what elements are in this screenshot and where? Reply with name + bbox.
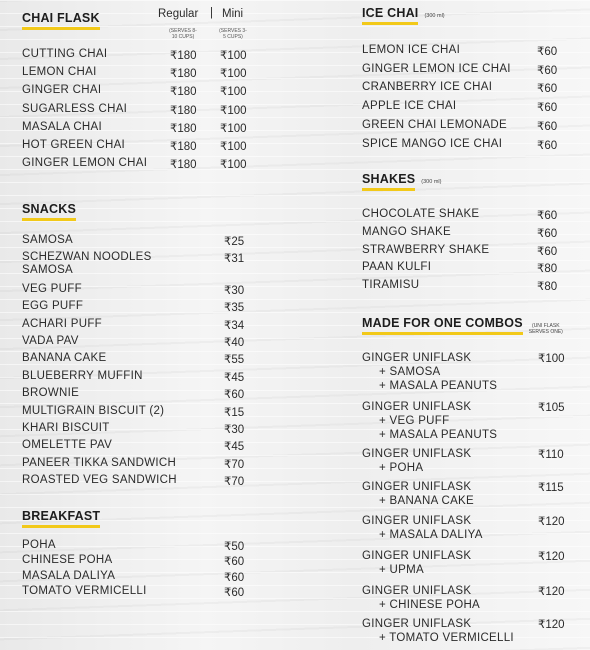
combo-price: ₹110	[538, 449, 564, 461]
menu-item-name	[22, 457, 176, 470]
mini-price: ₹100	[220, 86, 247, 99]
menu-item-price: ₹60	[537, 227, 558, 240]
menu-item-price: ₹80	[537, 263, 558, 276]
menu-item-name: LEMON CHAI	[22, 66, 97, 79]
combo-price: ₹100	[538, 353, 565, 365]
combo-line: GINGER UNIFLASK	[362, 401, 472, 413]
menu-item-name	[22, 251, 152, 277]
menu-item-name: SUGARLESS CHAI	[22, 102, 128, 115]
menu-item-name-line: VADA PAV	[22, 335, 79, 347]
snacks-section	[22, 200, 76, 219]
menu-item-price: ₹40	[224, 337, 245, 349]
menu-item-price: ₹30	[224, 424, 245, 436]
combo-line: + MASALA DALIYA	[379, 529, 483, 541]
col-header-regular: Regular	[158, 8, 199, 20]
menu-item-name	[22, 352, 106, 365]
regular-price: ₹180	[170, 86, 197, 99]
menu-item-name-line: GINGER LEMON ICE CHAI	[362, 62, 511, 75]
menu-item-name	[362, 100, 456, 113]
combo-line: + VEG PUFF	[379, 415, 450, 427]
combos-section	[362, 316, 590, 335]
menu-item-price: ₹60	[537, 245, 558, 258]
menu-item-price: ₹34	[224, 319, 245, 332]
menu-item-name-line: VEG PUFF	[22, 282, 82, 295]
menu-item-name-line: CHINESE POHA	[22, 554, 113, 567]
menu-item-name-line: SCHEZWAN NOODLES	[22, 251, 152, 264]
menu-item-name-line: BANANA CAKE	[22, 352, 107, 365]
menu-item-name-line: SPICE MANGO ICE CHAI	[362, 137, 503, 150]
menu-item-name-line: GREEN CHAI LEMONADE	[362, 118, 508, 131]
combo-item	[362, 617, 514, 645]
menu-item-name-line: SAMOSA	[22, 264, 74, 277]
menu-item-name	[22, 234, 73, 247]
regular-price: ₹180	[170, 122, 197, 135]
menu-item-name	[22, 539, 56, 552]
combo-price: ₹120	[538, 551, 565, 563]
ice-chai-title: ICE CHAI	[362, 6, 418, 23]
combo-line: + POHA	[379, 462, 424, 474]
menu-item-name	[22, 283, 82, 296]
menu-item-name-line: POHA	[22, 539, 56, 551]
combo-line: GINGER UNIFLASK	[362, 618, 472, 630]
combo-item	[362, 514, 483, 542]
shakes-section	[362, 172, 441, 189]
combo-line: + TOMATO VERMICELLI	[379, 632, 514, 644]
menu-item-name	[22, 387, 79, 400]
menu-item-name	[362, 138, 502, 151]
combo-line: GINGER UNIFLASK	[362, 352, 472, 364]
combo-line: + UPMA	[379, 564, 424, 576]
menu-item-price: ₹60	[537, 46, 558, 58]
menu-item-name	[22, 439, 112, 452]
menu-item-name-line: APPLE ICE CHAI	[362, 100, 457, 113]
combo-item	[362, 584, 480, 612]
combo-line: GINGER UNIFLASK	[362, 448, 472, 460]
menu-item-price: ₹60	[537, 64, 558, 77]
menu-item-name	[22, 318, 102, 331]
menu-item-name: CUTTING CHAI	[22, 48, 108, 60]
menu-item-name-line: OMELETTE PAV	[22, 439, 113, 452]
ice-chai-volume-note: (300 ml)	[424, 13, 445, 19]
combo-price: ₹120	[538, 516, 565, 528]
menu-item-price: ₹55	[224, 354, 245, 367]
combo-line: GINGER UNIFLASK	[362, 515, 472, 527]
menu-item-price: ₹31	[224, 253, 245, 266]
menu-item-name-line: PAAN KULFI	[362, 261, 432, 274]
menu-item-name-line: MASALA DALIYA	[22, 569, 116, 582]
mini-price: ₹100	[220, 141, 247, 153]
combo-line: + BANANA CAKE	[379, 495, 474, 507]
combo-line: + MASALA PEANUTS	[379, 380, 498, 392]
menu-item-name	[22, 585, 147, 598]
regular-price: ₹180	[170, 50, 197, 62]
combos-note	[529, 323, 563, 335]
mini-price: ₹100	[220, 68, 247, 81]
menu-item-name	[362, 63, 511, 76]
chai-flask-title: CHAI FLASK	[22, 11, 100, 28]
menu-item-price: ₹70	[224, 476, 245, 489]
menu-item-name	[22, 474, 177, 487]
menu-item-name	[362, 261, 431, 274]
menu-item-name-line: STRAWBERRY SHAKE	[362, 243, 490, 256]
menu-item-name: GINGER CHAI	[22, 84, 102, 97]
menu-item-name-line: ROASTED VEG SANDWICH	[22, 474, 177, 487]
menu-item-price: ₹60	[537, 83, 558, 96]
regular-serves-note: (SERVES 8-10 CUPS)	[169, 28, 197, 40]
menu-item-name: MASALA CHAI	[22, 120, 102, 133]
combo-price: ₹105	[538, 402, 565, 414]
menu-item-name-line: TOMATO VERMICELLI	[22, 584, 147, 597]
menu-item-price: ₹60	[224, 556, 245, 569]
combo-item	[362, 549, 471, 577]
menu-item-price: ₹60	[224, 586, 245, 599]
breakfast-title: BREAKFAST	[22, 509, 100, 526]
combo-line: GINGER UNIFLASK	[362, 550, 472, 562]
menu-item-name-line: PANEER TIKKA SANDWICH	[22, 456, 177, 469]
combo-line: GINGER UNIFLASK	[362, 585, 472, 597]
mini-price: ₹100	[220, 122, 247, 135]
menu-item-name	[362, 44, 460, 57]
menu-item-name-line: ACHARI PUFF	[22, 317, 102, 330]
combo-price: ₹120	[538, 586, 565, 598]
menu-item-name-line: MANGO SHAKE	[362, 225, 451, 238]
menu-item-name-line: MULTIGRAIN BISCUIT (2)	[22, 404, 165, 417]
menu-item-name-line: KHARI BISCUIT	[22, 422, 110, 434]
combos-title: MADE FOR ONE COMBOS	[362, 316, 523, 333]
breakfast-section	[22, 507, 100, 526]
col-header-separator: |	[210, 7, 213, 19]
combos-note-line2: SERVES ONE)	[528, 329, 563, 335]
combo-item	[362, 447, 471, 475]
menu-item-price: ₹60	[224, 571, 245, 584]
mini-price: ₹100	[220, 104, 247, 117]
combo-line: + CHINESE POHA	[379, 599, 481, 611]
menu-item-name-line: BLUEBERRY MUFFIN	[22, 369, 143, 382]
menu-item-name-line: LEMON ICE CHAI	[362, 44, 461, 56]
menu-item-name	[22, 335, 79, 348]
menu-item-name-line: EGG PUFF	[22, 300, 84, 313]
menu-item-name	[22, 405, 164, 418]
combo-line: + MASALA PEANUTS	[379, 429, 498, 441]
menu-item-name	[22, 370, 143, 383]
menu-item-price: ₹45	[224, 371, 245, 384]
menu-item-price: ₹60	[537, 210, 558, 222]
menu-item-name	[362, 244, 489, 257]
combo-item	[362, 351, 497, 393]
menu-item-name	[362, 81, 492, 94]
menu-item-price: ₹70	[224, 458, 245, 471]
mini-serves-note: (SERVES 3-5 CUPS)	[219, 28, 247, 40]
menu-item-price: ₹50	[224, 541, 245, 553]
menu-item-price: ₹25	[224, 236, 245, 248]
menu-item-price: ₹15	[224, 406, 245, 419]
shakes-title: SHAKES	[362, 172, 415, 189]
menu-item-name-line: BROWNIE	[22, 387, 80, 400]
menu-item-name	[362, 279, 419, 292]
regular-price: ₹180	[170, 141, 197, 153]
menu-item-name: GINGER LEMON CHAI	[22, 157, 148, 170]
combo-price: ₹115	[538, 482, 564, 494]
mini-price: ₹100	[220, 50, 247, 62]
shakes-volume-note: (300 ml)	[421, 179, 442, 185]
regular-price: ₹180	[170, 159, 197, 172]
menu-item-price: ₹45	[224, 441, 245, 454]
combo-line: + SAMOSA	[379, 366, 441, 378]
menu-item-name	[22, 570, 115, 583]
ice-chai-section	[362, 6, 445, 23]
menu-item-name-line: SAMOSA	[22, 234, 74, 246]
menu-item-name-line: CHOCOLATE SHAKE	[362, 208, 480, 220]
regular-price: ₹180	[170, 104, 197, 117]
menu-item-name	[362, 119, 507, 132]
menu-item-name-line: TIRAMISU	[362, 279, 420, 292]
menu-item-name	[362, 226, 451, 239]
mini-price: ₹100	[220, 159, 247, 172]
menu-item-price: ₹60	[537, 102, 558, 115]
menu-item-name: HOT GREEN CHAI	[22, 139, 126, 151]
combo-price: ₹120	[538, 619, 565, 631]
col-header-mini: Mini	[222, 8, 244, 20]
menu-item-name	[22, 554, 113, 567]
menu-item-price: ₹60	[224, 389, 245, 402]
menu-item-price: ₹80	[537, 281, 558, 294]
menu-item-name-line: CRANBERRY ICE CHAI	[362, 81, 493, 94]
combo-line: GINGER UNIFLASK	[362, 481, 472, 493]
snacks-title: SNACKS	[22, 202, 76, 219]
menu-item-price: ₹30	[224, 284, 245, 297]
combo-item	[362, 400, 497, 442]
menu-item-name	[362, 208, 479, 221]
menu-item-price: ₹60	[537, 139, 558, 152]
combos-note-line1: (UNI FLASK	[532, 323, 560, 329]
regular-price: ₹180	[170, 68, 197, 81]
menu-item-name	[22, 422, 110, 435]
menu-item-price: ₹35	[224, 302, 245, 315]
menu-item-name	[22, 300, 83, 313]
menu-item-price: ₹60	[537, 120, 558, 133]
combo-item	[362, 480, 474, 508]
